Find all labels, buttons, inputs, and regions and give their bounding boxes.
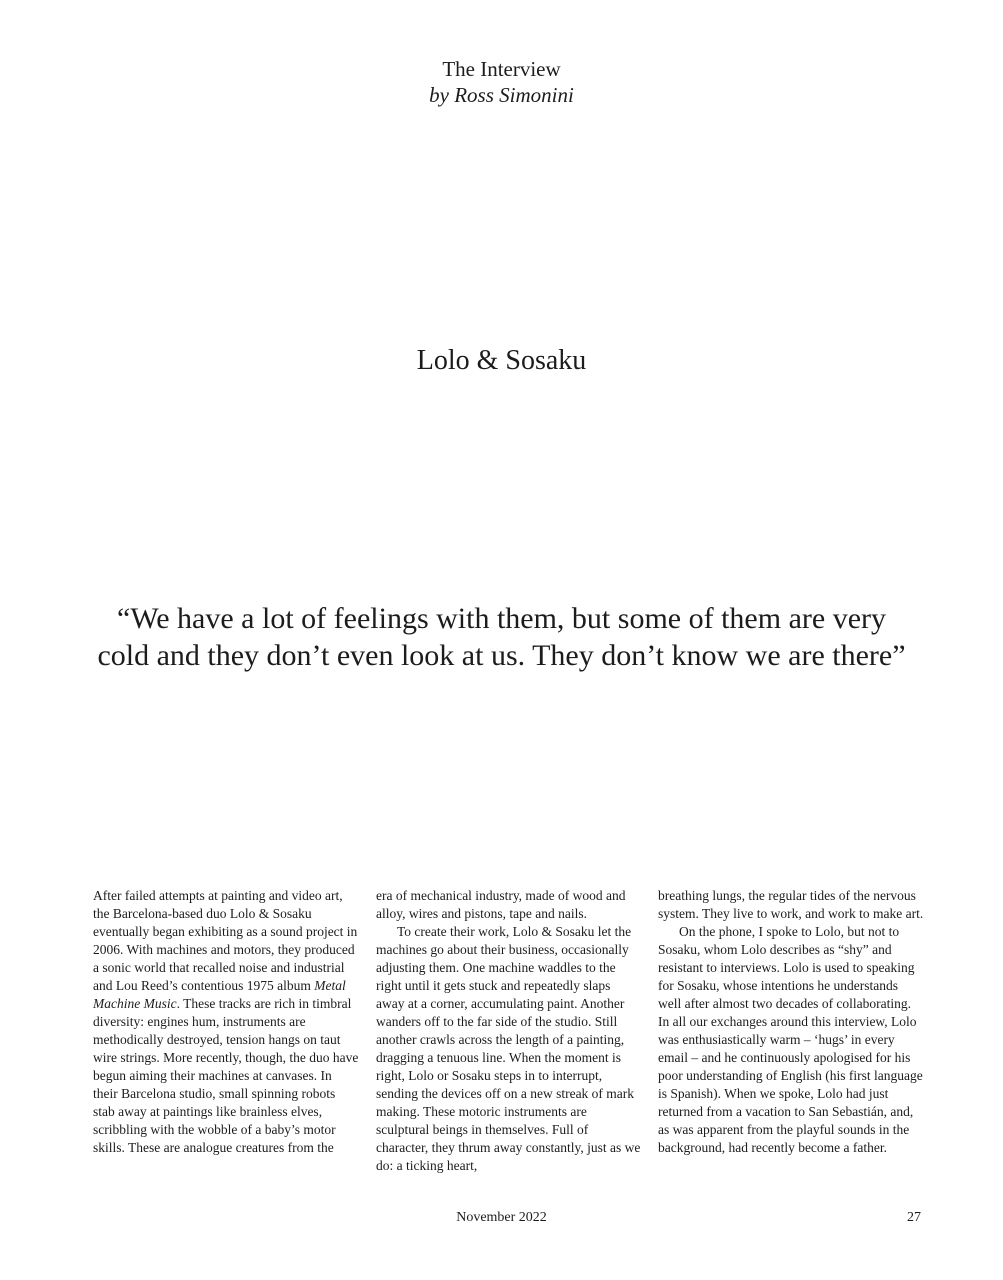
article-title: Lolo & Sosaku [416,345,587,376]
section-title: The Interview [442,57,561,81]
body-column-1 [93,887,359,1157]
article-body [93,887,924,1173]
footer-date: November 2022 [456,1210,547,1225]
body-paragraph: To create their work, Lolo & Sosaku let the machines go about their business, occasionally adjusting them. One machine waddles to the right until it gets stuck and repeatedly slaps away at a corner, accumulating paint. Another wanders off to the far side of the studio. Still another crawls across the length of a painting, dragging a tenuous line. When the moment is right, Lolo or Sosaku steps in to interrupt, sending the devices off on a new streak of mark making. These motoric instruments are sculptural beings in themselves. Full of character, they thrum away constantly, just as we do: a ticking heart, [376,924,641,1173]
body-paragraph [93,887,359,1157]
author-byline: by Ross Simonini [429,83,574,107]
body-text: After failed attempts at painting and video art, the Barcelona-based duo Lolo & Sosaku eventually began exhibiting as a sound project in 2006. With machines and motors, they produced a sonic world that recalled noise and industrial and Lou Reed’s contentious 1975 album [93,888,358,993]
album-title: Metal Machine Music [93,978,346,1011]
pull-quote: “We have a lot of feelings with them, but some of them are very cold and they don’t even look at us. They don’t know we are there” [97,602,906,672]
page-number: 27 [907,1210,921,1225]
body-paragraph: breathing lungs, the regular tides of the nervous system. They live to work, and work to make art. [658,888,924,921]
body-paragraph: era of mechanical industry, made of wood and alloy, wires and pistons, tape and nails. [376,888,626,921]
body-column-3 [658,887,924,1157]
body-column-2 [376,887,642,1175]
page-header [0,56,1003,108]
body-text: . These tracks are rich in timbral diversity: engines hum, instruments are methodically destroyed, tension hangs on taut wire strings. More recently, though, the duo have begun aiming their machines at canvases. In their Barcelona studio, small spinning robots stab away at paintings like brainless elves, scribbling with the wobble of a baby’s motor skills. These are analogue creatures from the [93,996,359,1155]
body-paragraph: On the phone, I spoke to Lolo, but not to Sosaku, whom Lolo describes as “shy” and resistant to interviews. Lolo is used to speaking for Sosaku, whose intentions he understands well after almost two decades of collaborating. In all our exchanges around this interview, Lolo was enthusiastically warm – ‘hugs’ in every email – and he continuously apologised for his poor understanding of English (his first language is Spanish). When we spoke, Lolo had just returned from a vacation to San Sebastián, and, as was apparent from the playful sounds in the background, had recently become a father. [658,924,923,1155]
